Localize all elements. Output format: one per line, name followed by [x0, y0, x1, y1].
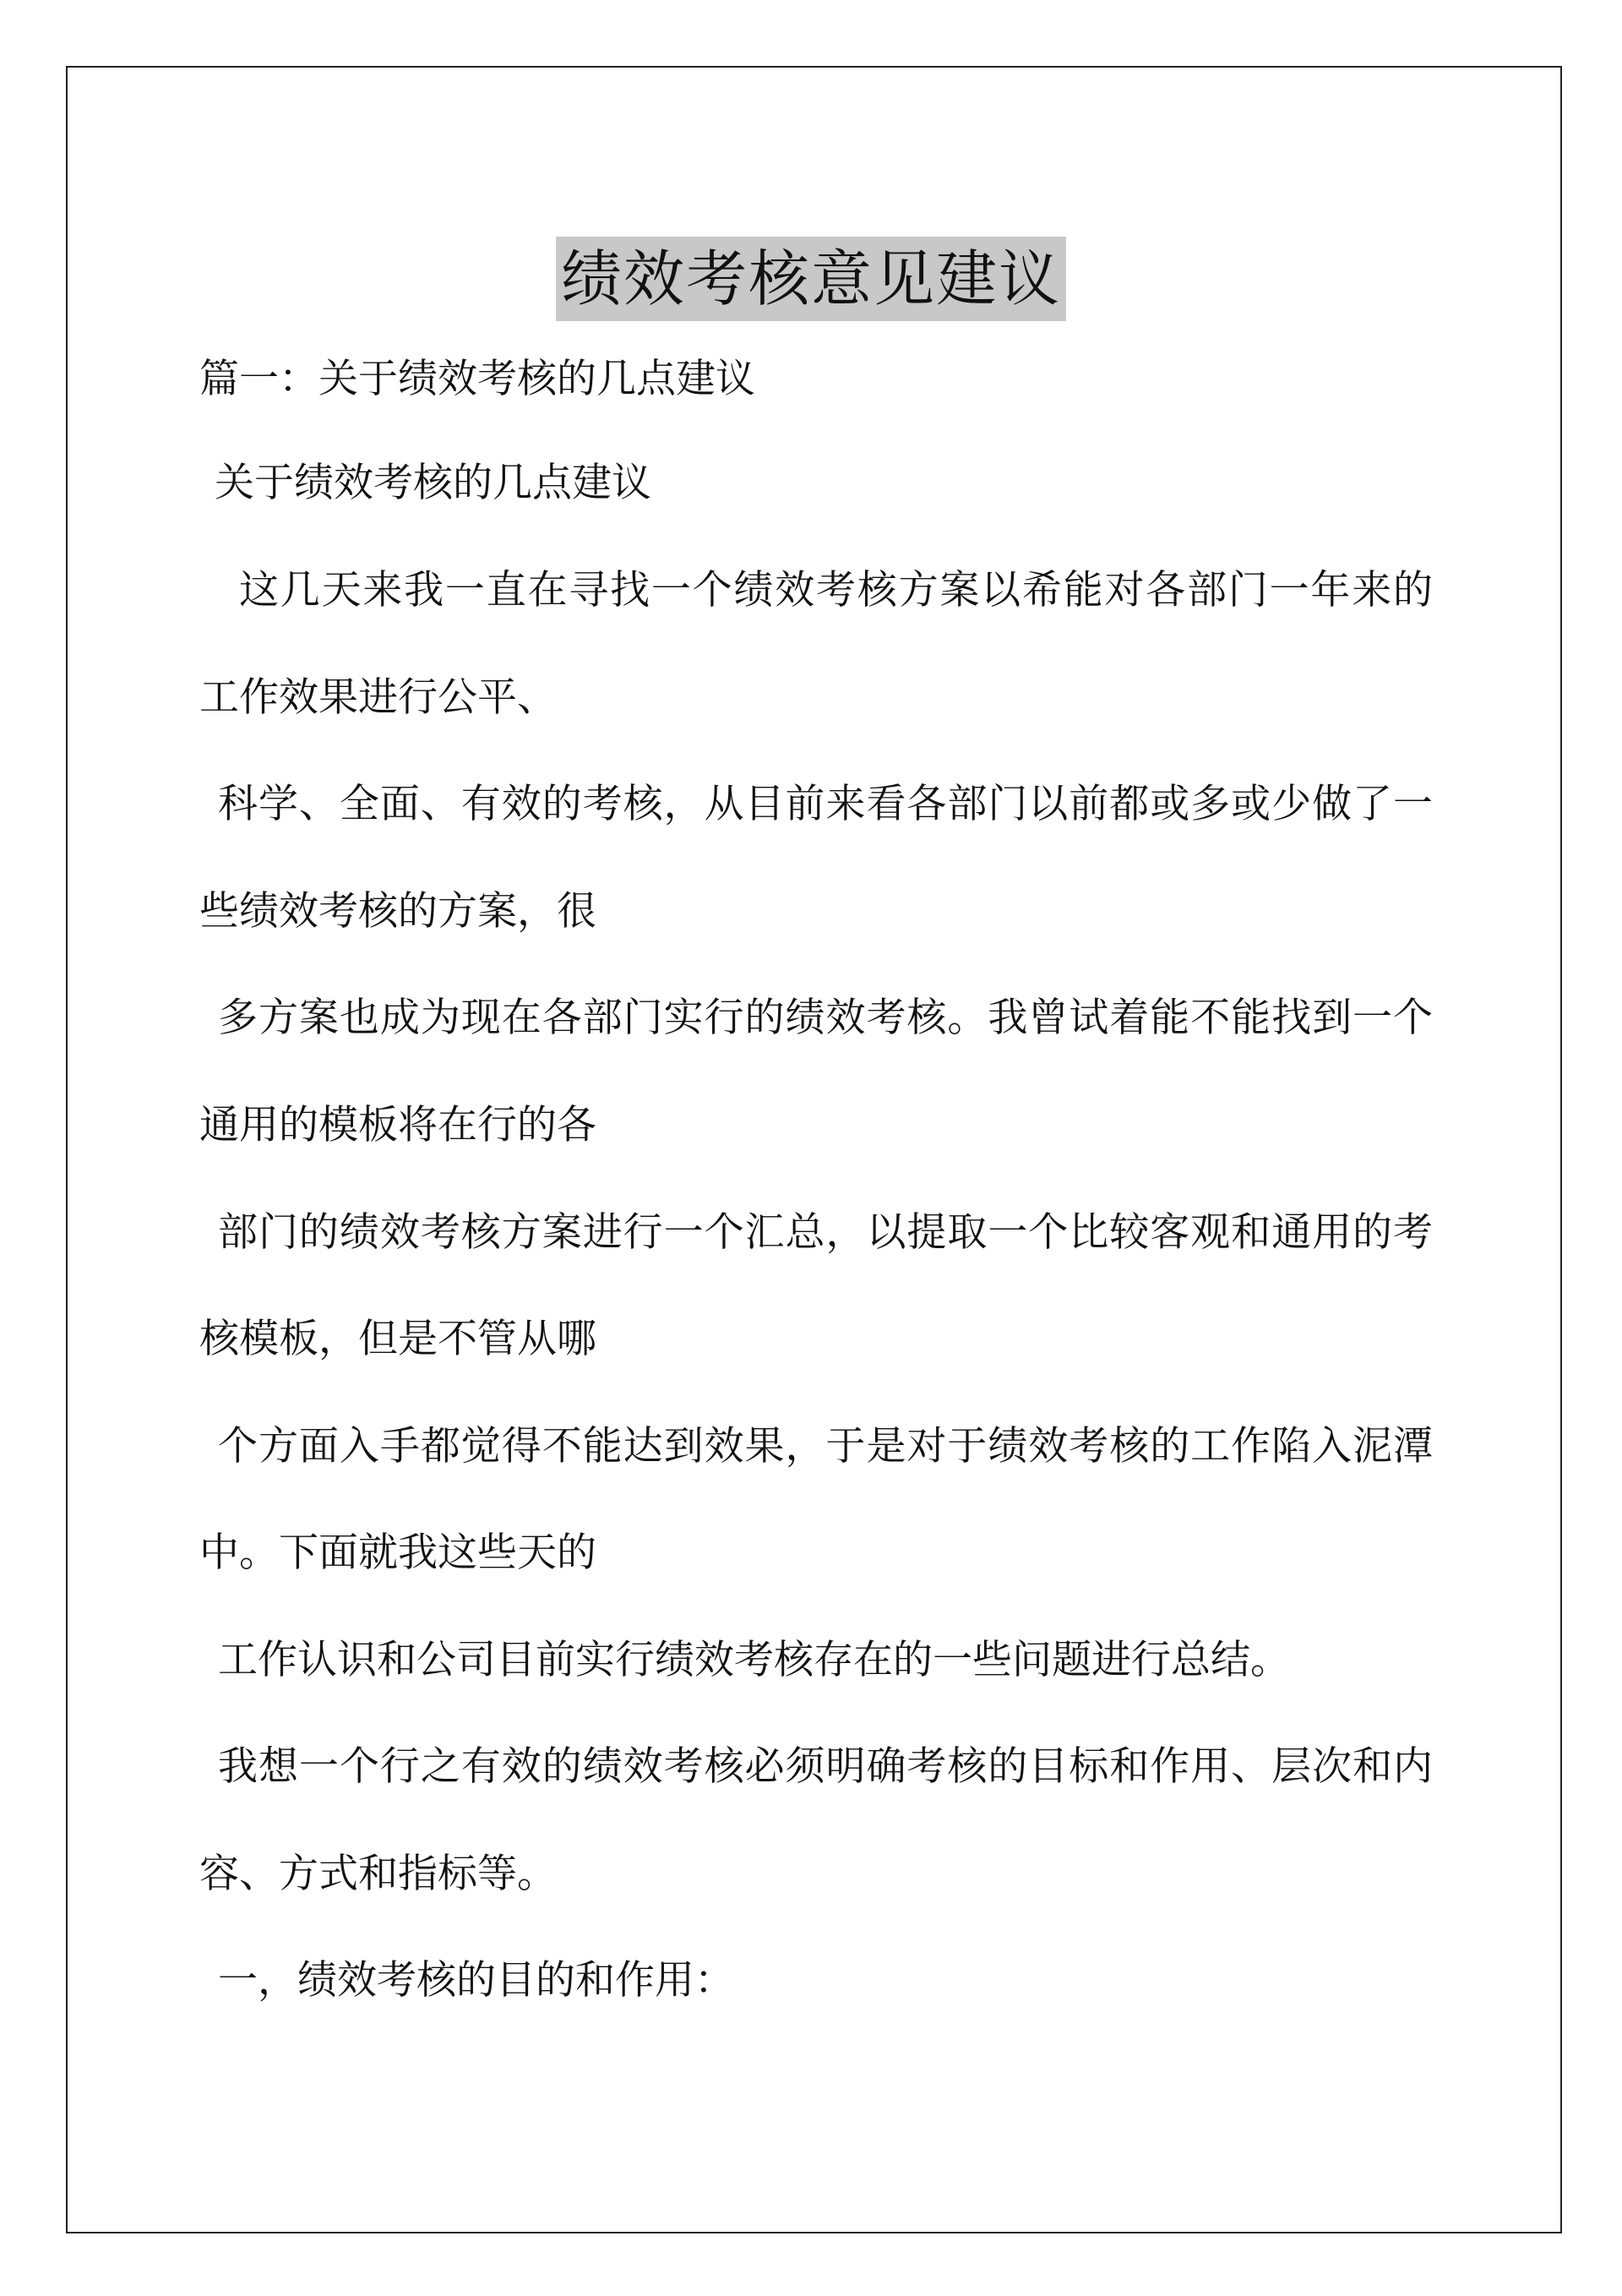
paragraph-line: 通用的模板将在行的各: [199, 1102, 596, 1148]
title-container: [0, 196, 1622, 362]
section-heading: 篇一：关于绩效考核的几点建议: [199, 356, 755, 402]
paragraph-line: 工作认识和公司目前实行绩效考核存在的一些问题进行总结。: [218, 1637, 1290, 1683]
paragraph-line: 核模板，但是不管从哪: [199, 1316, 596, 1362]
section-subheading: 一，绩效考核的目的和作用：: [218, 1957, 734, 2004]
paragraph-line: 多方案也成为现在各部门实行的绩效考核。我曾试着能不能找到一个: [218, 995, 1433, 1041]
paragraph-line: 科学、全面、有效的考核，从目前来看各部门以前都或多或少做了一: [218, 781, 1433, 827]
paragraph-line: 这几天来我一直在寻找一个绩效考核方案以希能对各部门一年来的: [239, 567, 1433, 614]
document-title: 绩效考核意见建议: [556, 237, 1066, 321]
paragraph-line: 我想一个行之有效的绩效考核必须明确考核的目标和作用、层次和内: [218, 1743, 1433, 1790]
subheading: 关于绩效考核的几点建议: [215, 460, 651, 506]
paragraph-line: 容、方式和指标等。: [199, 1851, 557, 1897]
paragraph-line: 部门的绩效考核方案进行一个汇总，以提取一个比较客观和通用的考: [218, 1209, 1433, 1256]
paragraph-line: 个方面入手都觉得不能达到效果，于是对于绩效考核的工作陷入泥潭: [218, 1423, 1433, 1470]
paragraph-line: 工作效果进行公平、: [199, 674, 557, 721]
paragraph-line: 些绩效考核的方案，很: [199, 888, 596, 935]
paragraph-line: 中。下面就我这些天的: [199, 1530, 596, 1576]
